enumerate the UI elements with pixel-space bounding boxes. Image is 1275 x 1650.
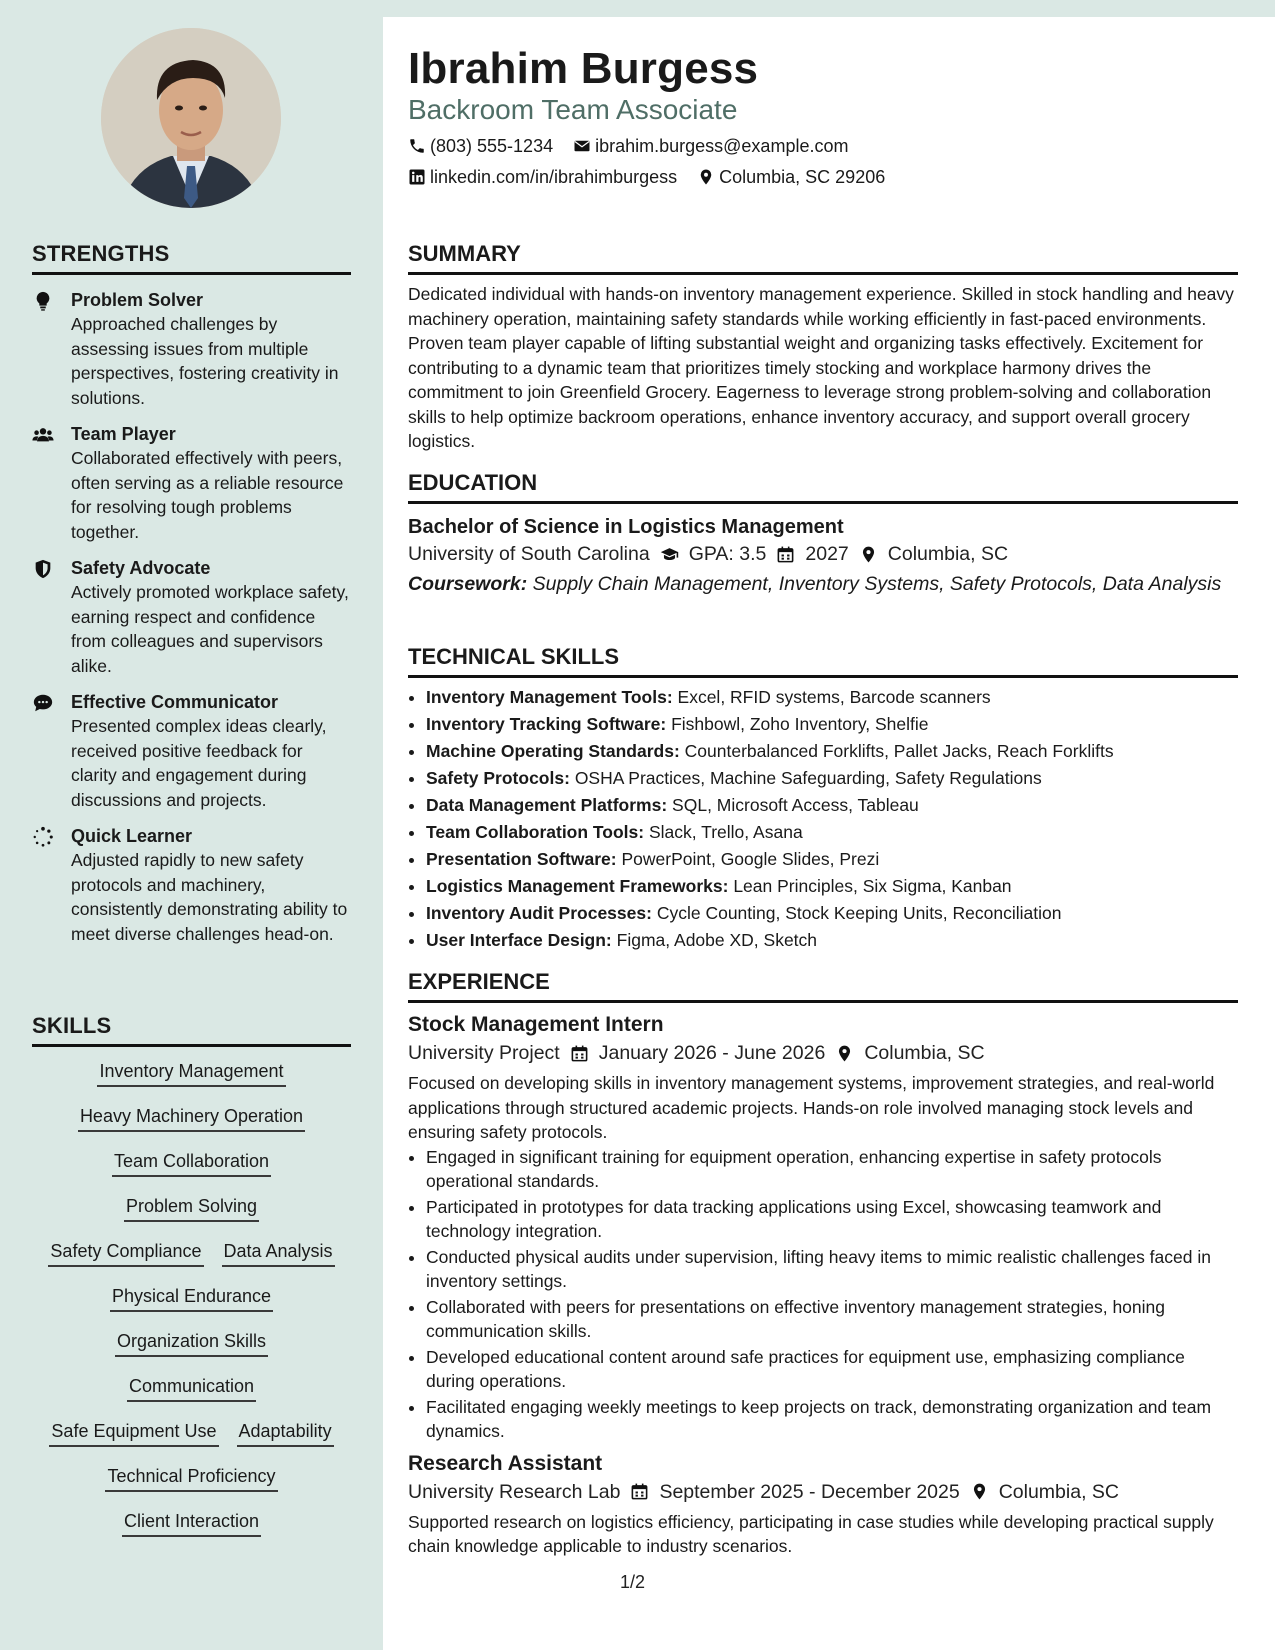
tech-skill-value: Figma, Adobe XD, Sketch: [616, 930, 818, 950]
education-title: EDUCATION: [408, 470, 1238, 504]
technical-skills-list: [408, 684, 1238, 954]
strength-item: [32, 690, 351, 812]
tech-skill-item: [426, 792, 1238, 819]
skill-row: [32, 1104, 351, 1149]
map-pin-icon: [835, 1044, 854, 1063]
tech-skill-label: Safety Protocols:: [426, 768, 570, 788]
skill-tag: Communication: [127, 1374, 256, 1402]
skill-tag: Problem Solving: [124, 1194, 259, 1222]
avatar: [101, 28, 281, 208]
main-content: [383, 17, 1275, 1650]
skills-title: SKILLS: [32, 1013, 351, 1047]
tech-skill-value: Lean Principles, Six Sigma, Kanban: [733, 876, 1012, 896]
skill-tag: Client Interaction: [122, 1509, 261, 1537]
shield-icon: [32, 558, 54, 580]
experience-entry: [408, 1011, 1238, 1444]
tech-skill-value: Slack, Trello, Asana: [648, 822, 803, 842]
linkedin-icon: [408, 168, 426, 186]
skill-tag: Safety Compliance: [48, 1239, 203, 1267]
tech-skill-label: Inventory Management Tools:: [426, 687, 673, 707]
education-section: [408, 470, 1238, 596]
map-pin-icon: [859, 545, 878, 564]
phone-item: [408, 134, 553, 158]
contact-row-1: [408, 134, 848, 158]
chat-icon: [32, 692, 54, 714]
experience-meta: [408, 1039, 1238, 1067]
skill-row: [32, 1239, 351, 1284]
experience-meta: [408, 1478, 1238, 1506]
skill-tag: Adaptability: [237, 1419, 334, 1447]
tech-skill-value: SQL, Microsoft Access, Tableau: [672, 795, 919, 815]
strength-desc: Presented complex ideas clearly, received positive feedback for clarity and engagement during discussions and projects.: [71, 716, 327, 810]
skill-tag: Safe Equipment Use: [49, 1419, 218, 1447]
profile-photo: [101, 28, 281, 208]
graduation-cap-icon: [660, 545, 679, 564]
job-description: Supported research on logistics efficiency, participating in case studies while developing practical supply chain knowledge applicable to industry scenarios.: [408, 1511, 1214, 1556]
summary-title: SUMMARY: [408, 241, 1238, 275]
strength-desc: Collaborated effectively with peers, often serving as a reliable resource for resolving tough problems together.: [71, 448, 344, 542]
education-location: Columbia, SC: [887, 543, 1009, 565]
email-item[interactable]: [573, 134, 848, 158]
degree-title: Bachelor of Science in Logistics Management: [408, 516, 844, 538]
tech-skill-item: [426, 738, 1238, 765]
skill-row: [32, 1509, 351, 1554]
envelope-icon: [573, 137, 591, 155]
tech-skill-label: Team Collaboration Tools:: [426, 822, 645, 842]
candidate-name: Ibrahim Burgess: [408, 44, 759, 93]
strengths-section: [32, 241, 351, 946]
strength-title: Problem Solver: [71, 290, 204, 310]
strength-desc: Adjusted rapidly to new safety protocols and machinery, consistently demonstrating ability to meet diverse challenges head-on.: [71, 850, 348, 944]
gpa-text: GPA: 3.5: [688, 543, 767, 565]
skills-list: [32, 1059, 351, 1554]
strength-item: [32, 824, 351, 946]
tech-skill-value: Counterbalanced Forklifts, Pallet Jacks, Reach Forklifts: [684, 741, 1114, 761]
job-bullet: • Engaged in significant training for equipment operation, enhancing expertise in safety protocols operational standards.: [426, 1145, 1238, 1194]
linkedin-item[interactable]: [408, 165, 677, 189]
tech-skill-item: [426, 819, 1238, 846]
date-range: January 2026 - June 2026: [598, 1042, 826, 1064]
job-description: Focused on developing skills in inventory management systems, improvement strategies, and real-world applications through structured academic projects. Hands-on role involved managing stock levels and ensuring safety protocols.: [408, 1073, 1215, 1142]
spinner-icon: [32, 826, 54, 848]
strength-item: [32, 288, 351, 410]
contact-row-2: [408, 165, 885, 189]
skill-tag: Inventory Management: [97, 1059, 285, 1087]
phone-icon: [408, 137, 426, 155]
skills-section: [32, 1013, 351, 1554]
skill-row: [32, 1374, 351, 1419]
coursework-text: Supply Chain Management, Inventory Systems, Safety Protocols, Data Analysis: [532, 573, 1222, 595]
role-title: Research Assistant: [408, 1451, 603, 1475]
users-icon: [32, 424, 54, 446]
tech-skill-item: [426, 711, 1238, 738]
job-bullets: [408, 1145, 1238, 1444]
tech-skill-label: Presentation Software:: [426, 849, 617, 869]
summary-text: Dedicated individual with hands-on inventory management experience. Skilled in stock handling and heavy machinery operation, maintaining safety standards while working efficiently in fast-paced environments. Proven team player capable of lifting substantial weight and organizing tasks effectively. Excitement for contributing to a dynamic team that prioritizes timely stocking and workplace harmony drives the commitment to join Greenfield Grocery. Eagerness to leverage strong problem-solving and collaboration skills to help optimize backroom operations, enhance inventory accuracy, and support overall grocery logistics.: [408, 284, 1234, 451]
location-item: [697, 165, 885, 189]
tech-skill-item: [426, 900, 1238, 927]
lightbulb-icon: [32, 290, 54, 312]
page-indicator: 1/2: [620, 1572, 646, 1592]
job-bullet: • Developed educational content around safe practices for equipment use, emphasizing compliance during operations.: [426, 1345, 1238, 1394]
skill-tag: Heavy Machinery Operation: [78, 1104, 305, 1132]
skill-row: [32, 1329, 351, 1374]
map-pin-icon: [697, 168, 715, 186]
skill-tag: Organization Skills: [115, 1329, 268, 1357]
coursework: [408, 572, 1238, 596]
job-location: Columbia, SC: [998, 1480, 1119, 1503]
tech-skill-value: OSHA Practices, Machine Safeguarding, Safety Regulations: [574, 768, 1042, 788]
skill-row: [32, 1149, 351, 1194]
strength-title: Effective Communicator: [71, 692, 279, 712]
org-name: University Research Lab: [408, 1480, 621, 1503]
strength-title: Team Player: [71, 424, 176, 444]
grad-year: 2027: [805, 543, 849, 565]
calendar-icon: [570, 1044, 589, 1063]
job-bullet: • Conducted physical audits under supervision, lifting heavy items to mimic realistic challenges faced in inventory settings.: [426, 1245, 1238, 1294]
tech-skill-value: PowerPoint, Google Slides, Prezi: [621, 849, 880, 869]
tech-skill-label: User Interface Design:: [426, 930, 612, 950]
skill-row: [32, 1464, 351, 1509]
strengths-title: STRENGTHS: [32, 241, 351, 275]
linkedin-text[interactable]: linkedin.com/in/ibrahimburgess: [430, 167, 678, 187]
skill-tag: Physical Endurance: [110, 1284, 273, 1312]
skill-tag: Data Analysis: [222, 1239, 335, 1267]
strength-item: [32, 422, 351, 544]
tech-skill-item: [426, 873, 1238, 900]
tech-skill-item: [426, 684, 1238, 711]
job-bullet: • Facilitated engaging weekly meetings to keep projects on track, demonstrating organization and team dynamics.: [426, 1395, 1238, 1444]
skill-row: [32, 1419, 351, 1464]
location-text: Columbia, SC 29206: [719, 167, 886, 187]
calendar-icon: [776, 545, 795, 564]
strength-title: Quick Learner: [71, 826, 193, 846]
education-meta: [408, 540, 1238, 568]
map-pin-icon: [970, 1482, 989, 1501]
strength-desc: Actively promoted workplace safety, earning respect and confidence from colleagues and supervisors alike.: [71, 582, 349, 676]
skill-row: [32, 1059, 351, 1104]
experience-title: EXPERIENCE: [408, 969, 1238, 1003]
tech-skill-value: Fishbowl, Zoho Inventory, Shelfie: [671, 714, 929, 734]
job-location: Columbia, SC: [864, 1042, 985, 1064]
strength-title: Safety Advocate: [71, 558, 211, 578]
summary-section: [408, 241, 1238, 454]
tech-skill-item: [426, 846, 1238, 873]
tech-skill-label: Inventory Audit Processes:: [426, 903, 652, 923]
skill-row: [32, 1284, 351, 1329]
tech-skill-label: Data Management Platforms:: [426, 795, 668, 815]
coursework-label: Coursework:: [408, 573, 528, 595]
tech-skill-label: Machine Operating Standards:: [426, 741, 680, 761]
experience-section: [408, 969, 1238, 1559]
experience-entry: [408, 1450, 1238, 1559]
technical-skills-title: TECHNICAL SKILLS: [408, 644, 1238, 678]
strength-item: [32, 556, 351, 678]
skill-row: [32, 1194, 351, 1239]
calendar-icon: [630, 1482, 649, 1501]
role-title: Stock Management Intern: [408, 1013, 664, 1036]
strength-desc: Approached challenges by assessing issues from multiple perspectives, fostering creativity in solutions.: [71, 314, 339, 408]
skill-tag: Team Collaboration: [112, 1149, 271, 1177]
org-name: University Project: [408, 1042, 560, 1064]
technical-skills-section: [408, 644, 1238, 954]
tech-skill-value: Cycle Counting, Stock Keeping Units, Reconciliation: [656, 903, 1062, 923]
job-title: Backroom Team Associate: [408, 94, 738, 125]
date-range: September 2025 - December 2025: [659, 1480, 960, 1503]
email-text[interactable]: ibrahim.burgess@example.com: [595, 136, 849, 156]
tech-skill-label: Inventory Tracking Software:: [426, 714, 667, 734]
job-bullet: • Participated in prototypes for data tracking applications using Excel, showcasing teamwork and technology integration.: [426, 1195, 1238, 1244]
job-bullet: • Collaborated with peers for presentations on effective inventory management strategies, honing communication skills.: [426, 1295, 1238, 1344]
tech-skill-item: [426, 765, 1238, 792]
sidebar: [0, 0, 383, 1650]
phone-text: (803) 555-1234: [430, 136, 554, 156]
tech-skill-value: Excel, RFID systems, Barcode scanners: [677, 687, 991, 707]
tech-skill-label: Logistics Management Frameworks:: [426, 876, 729, 896]
school-name: University of South Carolina: [408, 543, 650, 565]
tech-skill-item: [426, 927, 1238, 954]
skill-tag: Technical Proficiency: [105, 1464, 277, 1492]
